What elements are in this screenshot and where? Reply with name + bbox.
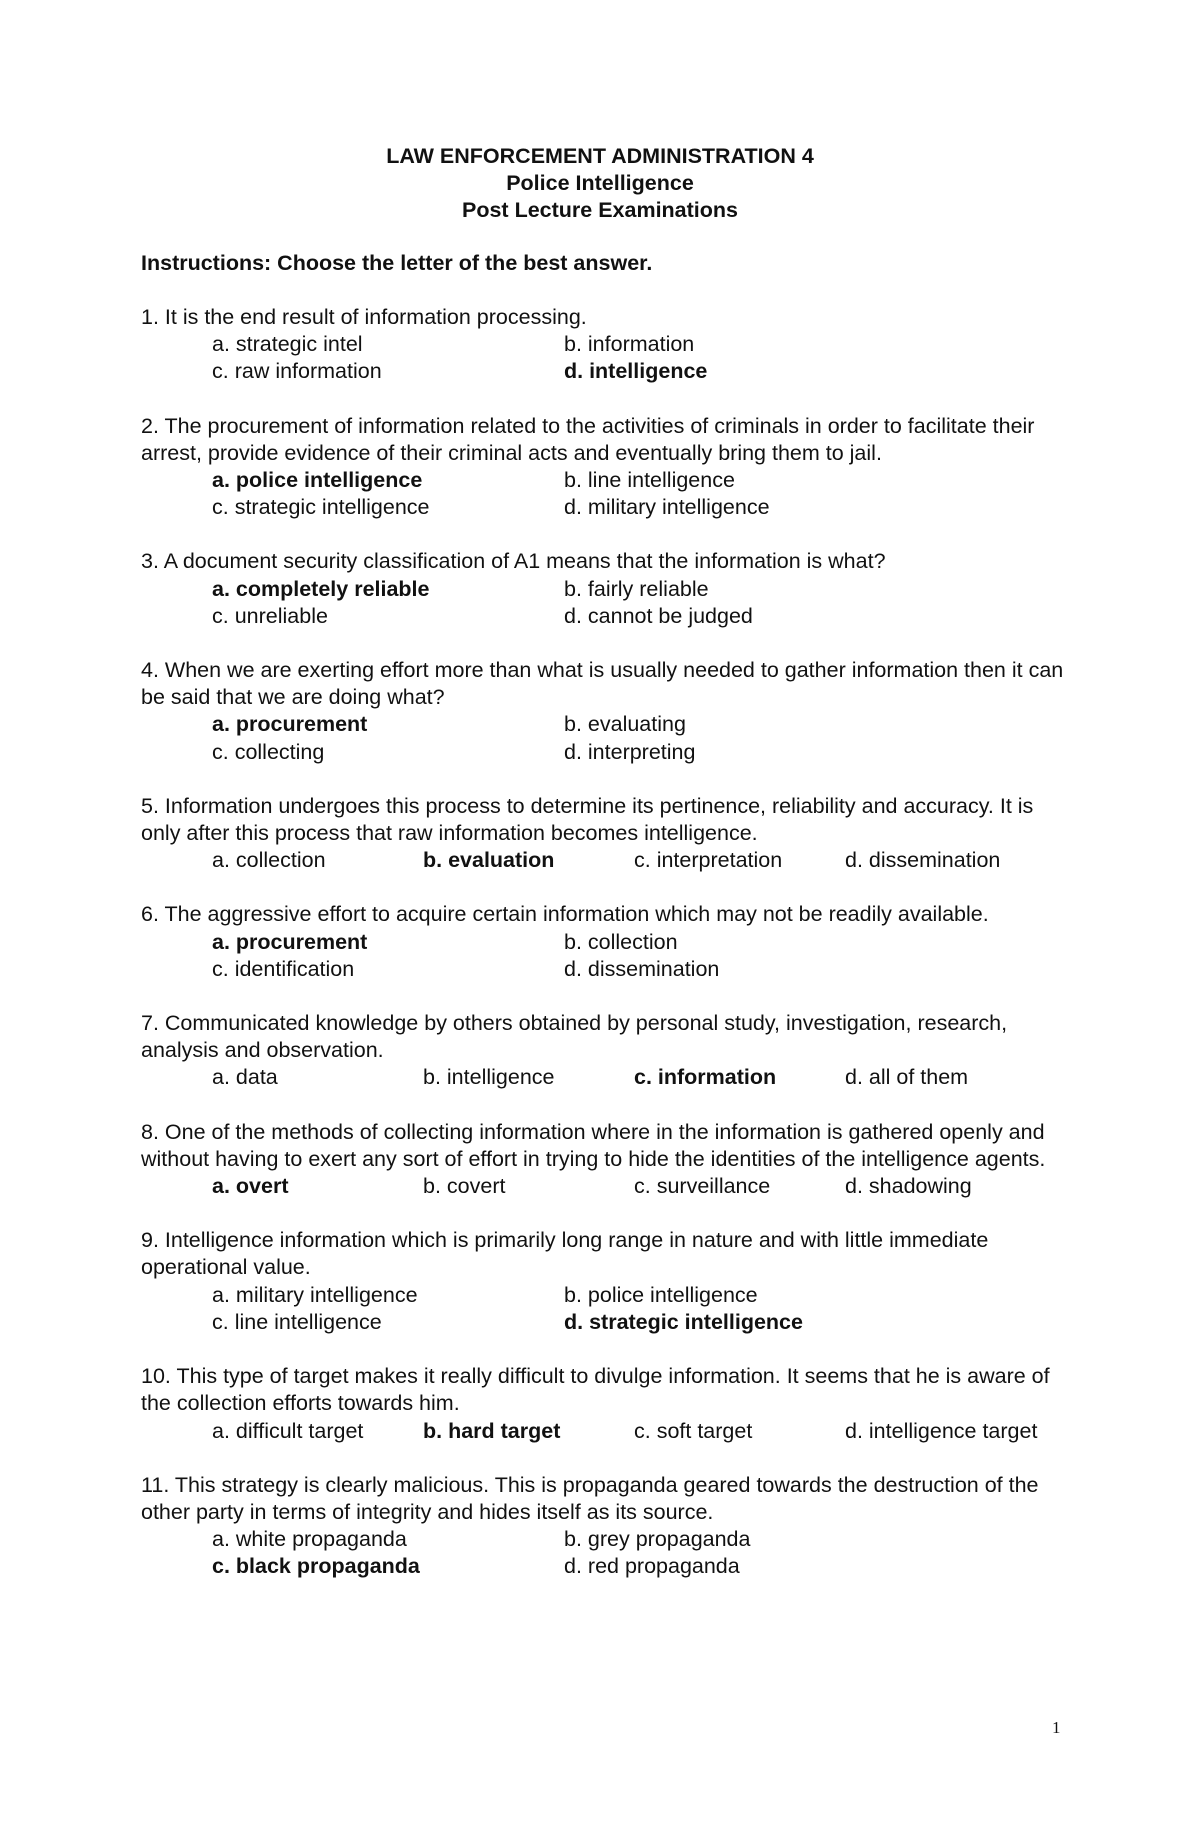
question-item	[141, 1119, 1071, 1201]
answer-choice-correct: b. hard target	[423, 1418, 561, 1443]
answer-choice: c. unreliable	[212, 603, 328, 628]
answer-choice: c. strategic intelligence	[212, 495, 430, 520]
answer-choice: b. grey propaganda	[564, 1527, 751, 1552]
document-title: LAW ENFORCEMENT ADMINISTRATION 4	[386, 144, 814, 168]
answer-choice-correct: c. black propaganda	[212, 1554, 420, 1579]
answer-choice: b. line intelligence	[564, 468, 735, 493]
answer-choice: d. interpreting	[564, 739, 696, 764]
question-item	[141, 1472, 1071, 1581]
question-stem: 1. It is the end result of information processing.	[141, 305, 587, 329]
answer-choice: c. surveillance	[634, 1174, 771, 1199]
choice-list	[212, 331, 1071, 385]
answer-choice-correct: a. police intelligence	[212, 468, 423, 493]
answer-choice-correct: c. information	[634, 1065, 777, 1090]
answer-choice: c. interpretation	[634, 848, 783, 873]
question-item	[141, 304, 1071, 386]
question-item	[141, 793, 1071, 875]
answer-choice: d. intelligence target	[845, 1418, 1038, 1443]
question-stem: 8. One of the methods of collecting information where in the information is gathered openly and without having to exert any sort of effort in trying to hide the identities of the intelligence agents.	[141, 1119, 1051, 1171]
choice-list	[212, 929, 1071, 983]
answer-choice: b. police intelligence	[564, 1282, 758, 1307]
choice-list	[212, 1282, 1071, 1336]
answer-choice: a. white propaganda	[212, 1527, 407, 1552]
question-item	[141, 413, 1071, 522]
answer-choice-correct: d. intelligence	[564, 359, 708, 384]
answer-choice: c. soft target	[634, 1418, 753, 1443]
question-stem: 2. The procurement of information related to the activities of criminals in order to facilitate their arrest, provide evidence of their criminal acts and eventually bring them to jail.	[141, 413, 1041, 465]
question-stem: 10. This type of target makes it really difficult to divulge information. It seems that he is aware of the collection efforts towards him.	[141, 1364, 1056, 1416]
answer-choice: b. intelligence	[423, 1065, 555, 1090]
question-list	[141, 304, 1071, 1608]
document-subtitle-exam: Post Lecture Examinations	[462, 198, 738, 222]
choice-list	[212, 1064, 1071, 1091]
question-item	[141, 1010, 1071, 1092]
choice-list	[212, 1418, 1071, 1445]
answer-choice-correct: a. procurement	[212, 712, 368, 737]
answer-choice: a. collection	[212, 848, 326, 873]
choice-list	[212, 847, 1071, 874]
choice-list	[212, 1173, 1071, 1200]
question-item	[141, 1227, 1071, 1336]
answer-choice: a. data	[212, 1065, 278, 1090]
question-stem: 3. A document security classification of A1 means that the information is what?	[141, 549, 886, 574]
question-stem: 9. Intelligence information which is primarily long range in nature and with little immediate operational value.	[141, 1228, 995, 1280]
question-stem: 7. Communicated knowledge by others obtained by personal study, investigation, research, analysis and observation.	[141, 1011, 1014, 1063]
choice-list	[212, 711, 1071, 765]
answer-choice: d. shadowing	[845, 1174, 972, 1199]
answer-choice-correct: a. procurement	[212, 929, 368, 954]
answer-choice: d. cannot be judged	[564, 603, 753, 628]
answer-choice-correct: b. evaluation	[423, 848, 555, 873]
answer-choice: a. difficult target	[212, 1418, 364, 1443]
answer-choice: c. line intelligence	[212, 1309, 382, 1334]
answer-choice: d. military intelligence	[564, 495, 770, 520]
answer-choice: a. military intelligence	[212, 1282, 418, 1307]
question-stem: 11. This strategy is clearly malicious. This is propaganda geared towards the destruction of the other party in terms of integrity and hides itself as its source.	[141, 1472, 1045, 1524]
document-header	[0, 143, 1200, 224]
answer-choice: c. identification	[212, 956, 355, 981]
answer-choice: b. collection	[564, 929, 678, 954]
answer-choice: c. raw information	[212, 359, 382, 384]
answer-choice: d. all of them	[845, 1065, 969, 1090]
question-stem: 4. When we are exerting effort more than what is usually needed to gather information then it can be said that we are doing what?	[141, 658, 1070, 710]
answer-choice-correct: a. completely reliable	[212, 576, 430, 601]
instructions: Instructions: Choose the letter of the best answer.	[141, 251, 653, 275]
answer-choice: d. red propaganda	[564, 1554, 740, 1579]
question-item	[141, 1363, 1071, 1445]
question-stem: 5. Information undergoes this process to determine its pertinence, reliability and accuracy. It is only after this process that raw information becomes intelligence.	[141, 793, 1040, 846]
page-number: 1	[1052, 1718, 1061, 1737]
answer-choice-correct: a. overt	[212, 1174, 289, 1199]
question-item	[141, 548, 1071, 630]
question-item	[141, 901, 1071, 983]
choice-list	[212, 1526, 1071, 1580]
question-stem: 6. The aggressive effort to acquire certain information which may not be readily available.	[141, 902, 989, 927]
answer-choice-correct: d. strategic intelligence	[564, 1309, 803, 1334]
answer-choice: a. strategic intel	[212, 332, 363, 357]
answer-choice: b. evaluating	[564, 712, 686, 737]
question-item	[141, 657, 1071, 766]
document-subtitle: Police Intelligence	[506, 171, 694, 195]
answer-choice: b. information	[564, 332, 695, 357]
answer-choice: d. dissemination	[564, 956, 720, 981]
choice-list	[212, 576, 1071, 630]
answer-choice: c. collecting	[212, 739, 325, 764]
answer-choice: d. dissemination	[845, 848, 1001, 873]
answer-choice: b. fairly reliable	[564, 576, 709, 601]
answer-choice: b. covert	[423, 1174, 506, 1199]
choice-list	[212, 467, 1071, 521]
